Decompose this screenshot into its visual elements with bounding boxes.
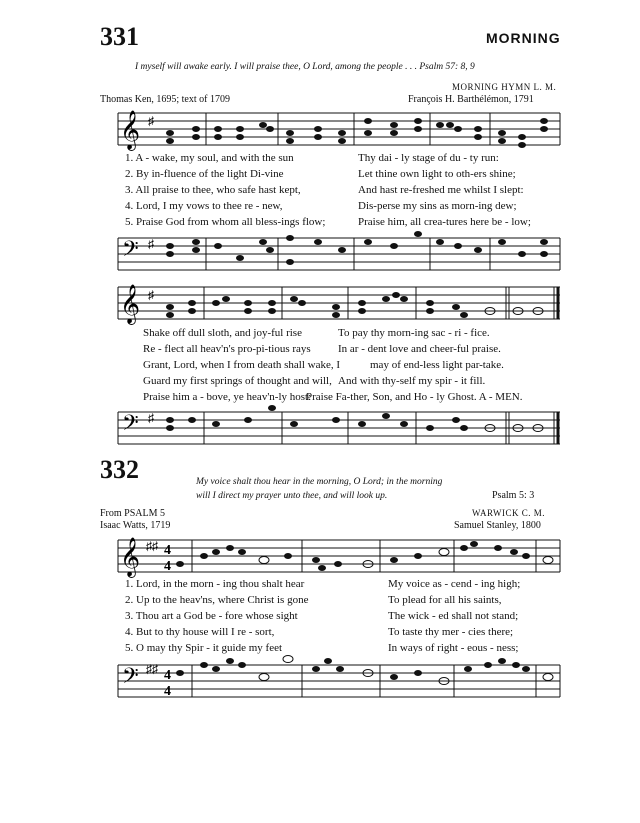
music-credit: François H. Barthélémon, 1791 [408, 94, 534, 105]
svg-text:♯: ♯ [148, 288, 154, 302]
svg-text:𝄢: 𝄢 [122, 237, 139, 267]
lyric-line: 5. Praise God from whom all bless-ings flow; [125, 216, 326, 228]
bass-staff [118, 412, 560, 448]
lyric-line: To pay thy morn-ing sac - ri - fice. [338, 327, 490, 339]
svg-text:♯: ♯ [148, 237, 154, 251]
lyric-line: Praise him a - bove, ye heav'n-ly host: [143, 391, 312, 403]
epigraph: I myself will awake early. I will praise thee, O Lord, among the people . . . Psalm 57: 8, 9 [135, 62, 475, 72]
svg-text:𝄢: 𝄢 [122, 411, 139, 441]
lyric-line: 2. Up to the heav'ns, where Christ is gone [125, 594, 309, 606]
lyric-line: My voice as - cend - ing high; [388, 578, 521, 590]
svg-text:𝄞: 𝄞 [120, 537, 141, 577]
svg-text:𝄞: 𝄞 [120, 110, 141, 150]
tune-name: MORNING HYMN L. M. [452, 82, 557, 92]
lyric-line: 2. By in-fluence of the light Di-vine [125, 168, 284, 180]
lyric-line: The wick - ed shall not stand; [388, 610, 519, 622]
svg-text:4: 4 [164, 559, 171, 574]
tune-name: WARWICK C. M. [472, 508, 546, 518]
svg-text:𝄢: 𝄢 [122, 664, 139, 694]
svg-text:♯: ♯ [148, 411, 154, 425]
treble-staff [118, 110, 560, 150]
lyric-line: In ar - dent love and cheer-ful praise. [338, 343, 501, 355]
svg-text:𝄞: 𝄞 [120, 284, 141, 324]
source-credit: From PSALM 5 [100, 508, 166, 519]
words-credit: Thomas Ken, 1695; text of 1709 [100, 94, 230, 105]
lyric-line: Praise him, all crea-tures here be - low; [358, 216, 531, 228]
svg-text:♯♯: ♯♯ [146, 539, 158, 553]
lyric-line: Shake off dull sloth, and joy-ful rise [143, 327, 302, 339]
section-title: MORNING [486, 30, 561, 46]
epigraph-line-1: My voice shalt thou hear in the morning, O Lord; in the morning [196, 477, 443, 487]
lyric-line: 3. All praise to thee, who safe hast kept, [125, 184, 301, 196]
lyric-line: And with thy-self my spir - it fill. [338, 375, 486, 387]
lyric-line: 4. Lord, I my vows to thee re - new, [125, 200, 283, 212]
lyric-line: 1. A - wake, my soul, and with the sun [125, 152, 294, 164]
svg-text:4: 4 [164, 543, 171, 558]
svg-text:♯: ♯ [148, 114, 154, 128]
treble-staff [118, 537, 560, 577]
lyric-line: To taste thy mer - cies there; [388, 626, 514, 638]
lyric-line: 1. Lord, in the morn - ing thou shalt hear [125, 578, 305, 590]
bass-staff [118, 238, 560, 274]
treble-staff [118, 284, 560, 324]
lyric-line: Dis-perse my sins as morn-ing dew; [358, 200, 517, 212]
bass-staff [118, 662, 560, 701]
words-credit: Isaac Watts, 1719 [100, 520, 171, 531]
hymn-number: 331 [100, 22, 139, 51]
svg-text:4: 4 [164, 684, 171, 699]
lyric-line: 4. But to thy house will I re - sort, [125, 626, 275, 638]
lyric-line: Grant, Lord, when I from death shall wake, I [143, 359, 341, 371]
lyric-line: 5. O may thy Spir - it guide my feet [125, 642, 283, 654]
svg-text:4: 4 [164, 668, 171, 683]
lyric-line: Thy dai - ly stage of du - ty run: [358, 152, 499, 164]
epigraph-reference: Psalm 5: 3 [492, 490, 535, 501]
lyric-line: Praise Fa-ther, Son, and Ho - ly Ghost. A - MEN. [306, 391, 523, 403]
hymn-number: 332 [100, 455, 139, 484]
lyric-line: may of end-less light par-take. [370, 359, 504, 371]
lyric-line: 3. Thou art a God be - fore whose sight [125, 610, 298, 622]
lyric-line: To plead for all his saints, [388, 594, 502, 606]
lyric-line: In ways of right - eous - ness; [388, 642, 519, 654]
lyric-line: And hast re-freshed me whilst I slept: [358, 184, 524, 196]
lyric-line: Re - flect all heav'n's pro-pi-tious rays [143, 343, 311, 355]
lyric-line: Guard my first springs of thought and will, [143, 375, 332, 387]
epigraph-line-2: will I direct my prayer unto thee, and will look up. [196, 491, 388, 501]
lyric-line: Let thine own light to oth-ers shine; [358, 168, 516, 180]
music-credit: Samuel Stanley, 1800 [454, 520, 541, 531]
svg-text:♯♯: ♯♯ [146, 662, 158, 676]
